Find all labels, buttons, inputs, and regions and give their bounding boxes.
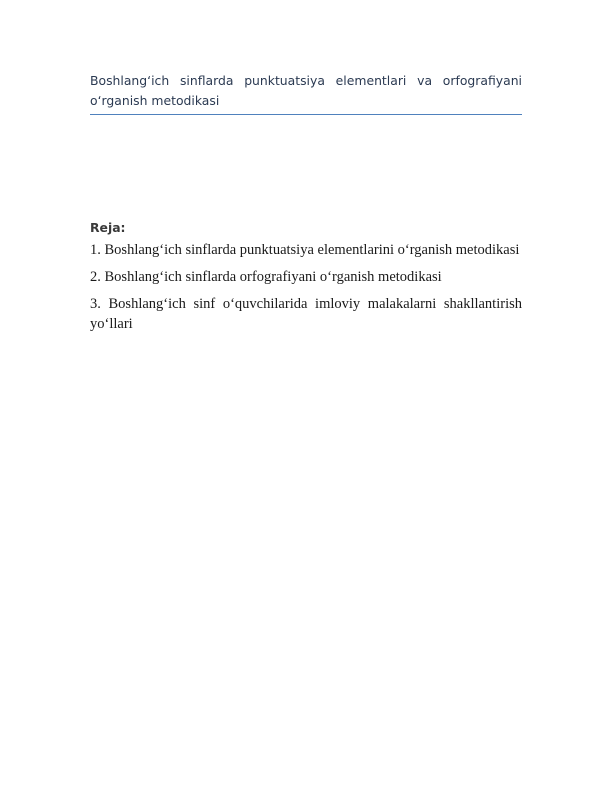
title-underline bbox=[90, 114, 522, 115]
document-title: Boshlang‘ich sinflarda punktuatsiya elementlari va orfografiyani o‘rganish metodikasi bbox=[90, 73, 522, 108]
plan-item-2: 2. Boshlang‘ich sinflarda orfografiyani o‘rganish metodikasi bbox=[90, 269, 442, 285]
plan-list bbox=[90, 240, 522, 341]
plan-item-3: 3. Boshlang‘ich sinf o‘quvchilarida imloviy malakalarni shakllantirish yo‘llari bbox=[90, 296, 522, 332]
plan-item-1: 1. Boshlang‘ich sinflarda punktuatsiya elementlarini o‘rganish metodikasi bbox=[90, 242, 520, 258]
plan-heading: Reja: bbox=[90, 220, 126, 235]
